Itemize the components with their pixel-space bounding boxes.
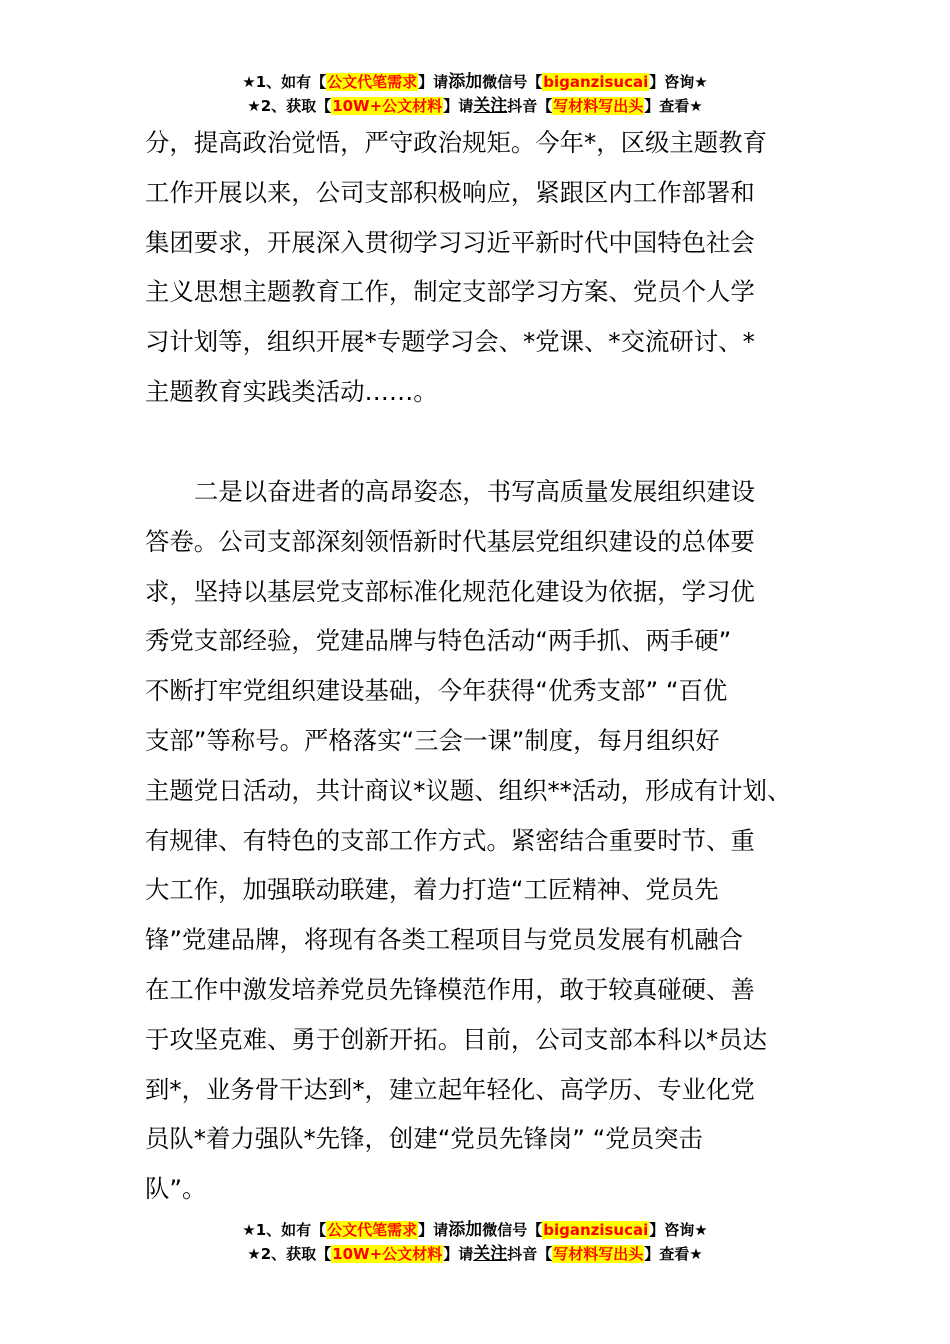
text-line: 于攻坚克难、勇于创新开拓。目前，公司支部本科以*员达	[145, 1024, 767, 1054]
text-line: 主题党日活动，共计商议*议题、组织**活动，形成有计划、	[145, 775, 792, 805]
footer-banner	[0, 1218, 950, 1266]
highlight-wechat-id: biganzisucai	[543, 1221, 649, 1239]
text-line: 工作开展以来，公司支部积极响应，紧跟区内工作部署和	[145, 177, 755, 207]
paragraph-2	[145, 467, 813, 1214]
text-line: 不断打牢党组织建设基础，今年获得“优秀支部” “百优	[145, 676, 728, 706]
banner-text: 2、获取【	[260, 97, 332, 115]
text-line: 答卷。公司支部深刻领悟新时代基层党组织建设的总体要	[145, 526, 755, 556]
banner-line-1	[0, 1218, 950, 1242]
banner-text: 】咨询	[649, 73, 695, 91]
highlight-service: 公文代笔需求	[327, 73, 418, 91]
star-icon: ★	[694, 1221, 708, 1239]
banner-text: 】咨询	[649, 1221, 695, 1239]
star-icon: ★	[242, 73, 256, 91]
banner-text: 2、获取【	[260, 1245, 332, 1263]
banner-text: 】请	[418, 1221, 449, 1239]
text-line: 求，坚持以基层党支部标准化规范化建设为依据，学习优	[145, 576, 755, 606]
text-line: 集团要求，开展深入贯彻学习习近平新时代中国特色社会	[145, 227, 755, 257]
text-line: 在工作中激发培养党员先锋模范作用，敢于较真碰硬、善	[145, 974, 755, 1004]
banner-line-2	[0, 1242, 950, 1266]
banner-text: 微信号【	[482, 73, 543, 91]
banner-emphasis: 添加	[448, 1220, 483, 1240]
text-line: 主义思想主题教育工作，制定支部学习方案、党员个人学	[145, 277, 755, 307]
star-icon: ★	[247, 97, 261, 115]
banner-text: 1、如有【	[255, 73, 327, 91]
text-line: 习计划等，组织开展*专题学习会、*党课、*交流研讨、*	[145, 327, 755, 357]
banner-text: 抖音【	[507, 97, 553, 115]
text-line: 锋”党建品牌，将现有各类工程项目与党员发展有机融合	[145, 925, 744, 955]
text-line: 有规律、有特色的支部工作方式。紧密结合重要时节、重	[145, 825, 755, 855]
banner-text: 】查看	[644, 1245, 690, 1263]
text-line: 员队*着力强队*先锋，创建“党员先锋岗” “党员突击	[145, 1124, 703, 1154]
star-icon: ★	[689, 1245, 703, 1263]
highlight-materials: 10W+公文材料	[332, 1245, 443, 1263]
banner-emphasis: 添加	[448, 72, 483, 92]
star-icon: ★	[689, 97, 703, 115]
banner-text: 微信号【	[482, 1221, 543, 1239]
text-line: 主题教育实践类活动……。	[145, 376, 438, 406]
banner-line-2	[0, 94, 950, 118]
highlight-wechat-id: biganzisucai	[543, 73, 649, 91]
banner-text: 抖音【	[507, 1245, 553, 1263]
paragraph-1	[145, 118, 813, 417]
star-icon: ★	[242, 1221, 256, 1239]
highlight-douyin-account: 写材料写出头	[553, 1245, 644, 1263]
banner-emphasis: 关注	[473, 1244, 508, 1264]
text-line: 大工作，加强联动联建，着力打造“工匠精神、党员先	[145, 875, 719, 905]
text-line: 队”。	[145, 1174, 207, 1204]
text-line: 支部”等称号。严格落实“三会一课”制度，每月组织好	[145, 725, 720, 755]
text-line-indented: 二是以奋进者的高昂姿态，书写高质量发展组织建设	[194, 477, 755, 506]
highlight-service: 公文代笔需求	[327, 1221, 418, 1239]
star-icon: ★	[247, 1245, 261, 1263]
banner-line-1	[0, 70, 950, 94]
banner-text: 】请	[418, 73, 449, 91]
banner-emphasis: 关注	[473, 96, 508, 116]
highlight-materials: 10W+公文材料	[332, 97, 443, 115]
banner-text: 1、如有【	[255, 1221, 327, 1239]
banner-text: 】请	[443, 97, 474, 115]
text-line: 秀党支部经验，党建品牌与特色活动“两手抓、两手硬”	[145, 626, 732, 656]
text-line: 分，提高政治觉悟，严守政治规矩。今年*，区级主题教育	[145, 128, 767, 157]
text-line: 到*，业务骨干达到*，建立起年轻化、高学历、专业化党	[145, 1074, 755, 1104]
highlight-douyin-account: 写材料写出头	[553, 97, 644, 115]
banner-text: 】请	[443, 1245, 474, 1263]
header-banner	[0, 70, 950, 118]
star-icon: ★	[694, 73, 708, 91]
banner-text: 】查看	[644, 97, 690, 115]
